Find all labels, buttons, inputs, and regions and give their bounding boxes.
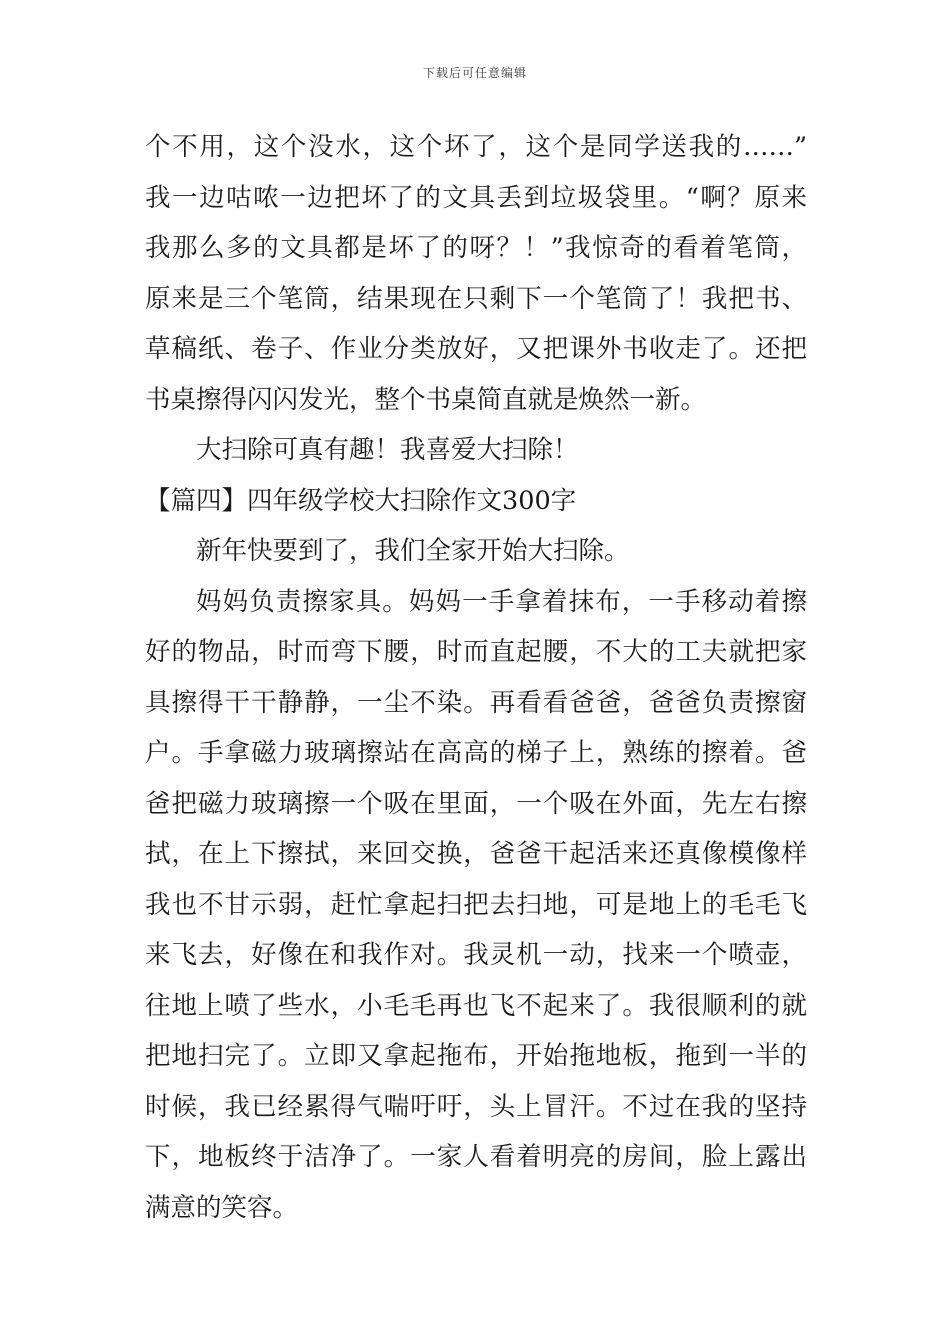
text-line: 我那么多的文具都是坏了的呀？！”我惊奇的看着笔筒， bbox=[145, 233, 807, 263]
text-line: 往地上喷了些水，小毛毛再也飞不起来了。我很顺利的就 bbox=[145, 990, 807, 1021]
text-line: 下，地板终于洁净了。一家人看着明亮的房间，脸上露出 bbox=[145, 1142, 807, 1172]
text-line: 爸把磁力玻璃擦一个吸在里面，一个吸在外面，先左右擦 bbox=[145, 788, 807, 819]
text-line: 来飞去，好像在和我作对。我灵机一动，找来一个喷壶， bbox=[145, 940, 807, 970]
text-line: 我一边咕哝一边把坏了的文具丢到垃圾袋里。“啊？原来 bbox=[145, 182, 807, 213]
text-line: 原来是三个笔筒，结果现在只剩下一个笔筒了！我把书、 bbox=[145, 283, 807, 314]
text-line: 户。手拿磁力玻璃擦站在高高的梯子上，熟练的擦着。爸 bbox=[145, 738, 807, 768]
text-line: 满意的笑容。 bbox=[145, 1192, 299, 1223]
document-body bbox=[145, 122, 807, 1233]
text-line: 拭，在上下擦拭，来回交换，爸爸干起活来还真像模像样 bbox=[145, 839, 807, 869]
text-line: 草稿纸、卷子、作业分类放好，又把课外书收走了。还把 bbox=[145, 334, 807, 364]
text-line: 妈妈负责擦家具。妈妈一手拿着抹布，一手移动着擦 bbox=[196, 586, 807, 617]
text-line: 新年快要到了，我们全家开始大扫除。 bbox=[196, 536, 630, 566]
text-line: 具擦得干干静静，一尘不染。再看看爸爸，爸爸负责擦窗 bbox=[145, 687, 807, 718]
section-heading: 【篇四】四年级学校大扫除作文300字 bbox=[145, 485, 577, 516]
text-line: 个不用，这个没水，这个坏了，这个是同学送我的……” bbox=[145, 132, 807, 162]
text-line: 好的物品，时而弯下腰，时而直起腰，不大的工夫就把家 bbox=[145, 637, 807, 667]
text-line: 我也不甘示弱，赶忙拿起扫把去扫地，可是地上的毛毛飞 bbox=[145, 889, 807, 920]
text-line: 大扫除可真有趣！我喜爱大扫除！ bbox=[196, 435, 579, 465]
text-line: 书桌擦得闪闪发光，整个书桌简直就是焕然一新。 bbox=[145, 384, 707, 415]
page-header: 下载后可任意编辑 bbox=[422, 66, 527, 80]
text-line: 时候，我已经累得气喘吁吁，头上冒汗。不过在我的坚持 bbox=[145, 1091, 807, 1122]
text-line: 把地扫完了。立即又拿起拖布，开始拖地板，拖到一半的 bbox=[145, 1041, 807, 1071]
